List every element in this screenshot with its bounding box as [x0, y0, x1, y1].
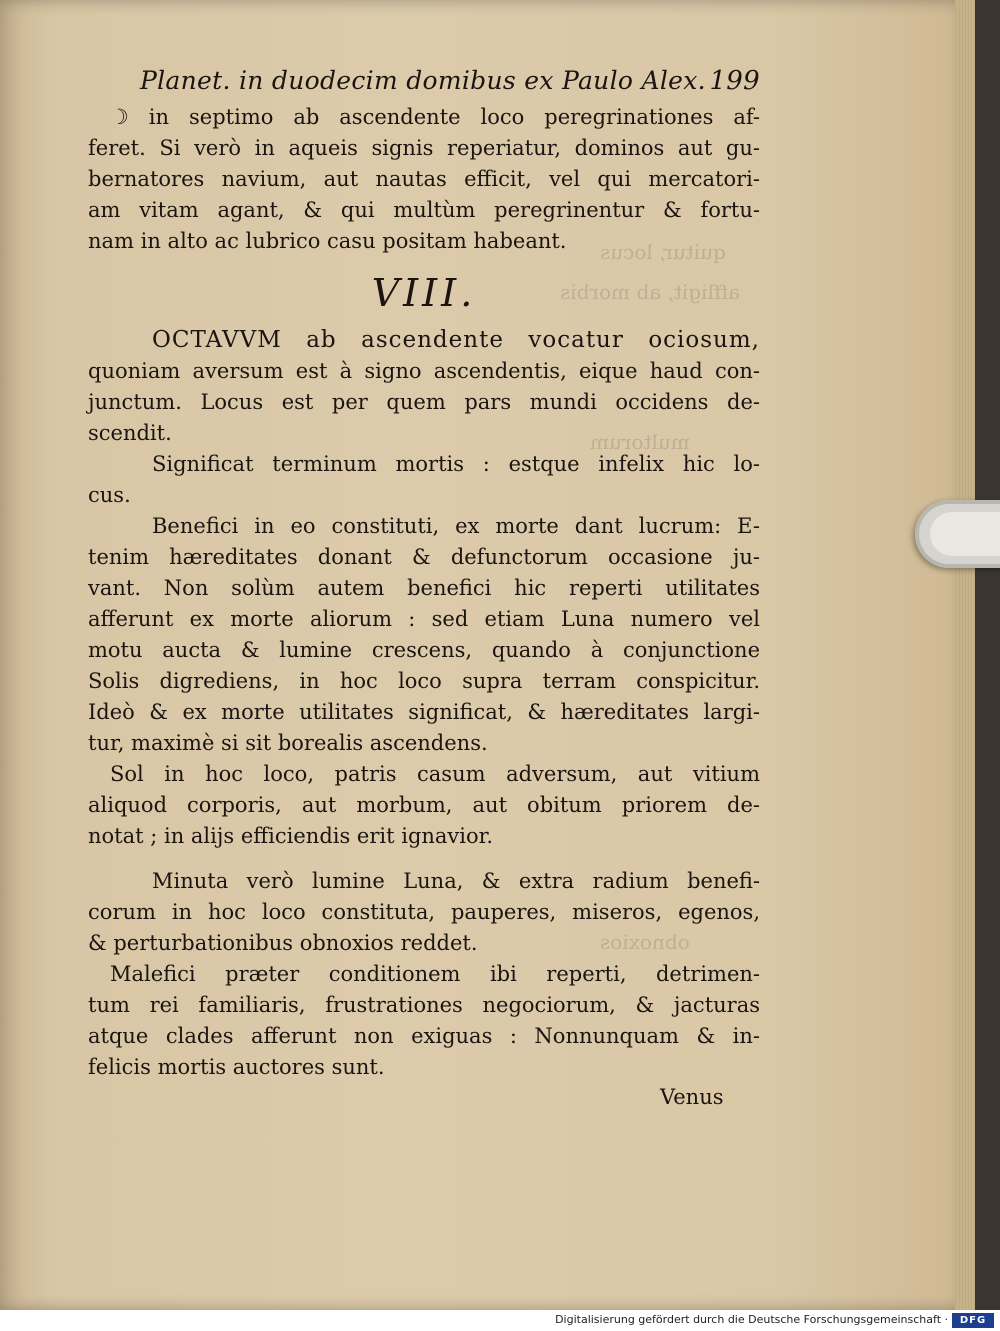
funding-credit: Digitalisierung gefördert durch die Deutsche Forschungsgemeinschaft · — [555, 1313, 948, 1326]
text-line: afferunt ex morte aliorum : sed etiam Luna numero vel — [88, 607, 760, 631]
text-line: felicis mortis auctores sunt. — [88, 1055, 385, 1079]
text-line: junctum. Locus est per quem pars mundi occidens de- — [88, 390, 760, 414]
text-line: aliquod corporis, aut morbum, aut obitum priorem de- — [88, 793, 760, 817]
text-line: feret. Si verò in aqueis signis reperiatur, dominos aut gu- — [88, 136, 760, 160]
text-line: Malefici præter conditionem ibi reperti, detrimen- — [110, 962, 760, 986]
page-edges — [955, 0, 975, 1310]
show-through-text: quitur, locus — [600, 240, 726, 264]
text-line: ☽ in septimo ab ascendente loco peregrinationes af- — [110, 105, 760, 129]
show-through-text: affligit, ab morbis — [560, 280, 740, 304]
text-line: am vitam agant, & qui multùm peregrinentur & fortu- — [88, 198, 760, 222]
text-line: OCTAVVM ab ascendente vocatur ociosum, — [152, 327, 760, 353]
text-line: tenim hæreditates donant & defunctorum occasione ju- — [88, 545, 760, 569]
section-heading: VIII. — [371, 271, 477, 315]
text-line: cus. — [88, 483, 131, 507]
text-line: Benefici in eo constituti, ex morte dant lucrum: E- — [152, 514, 760, 538]
paragraph-7 — [88, 959, 760, 1083]
paragraph-1 — [88, 102, 760, 257]
text-line: Significat terminum mortis : estque infelix hic lo- — [152, 452, 760, 476]
page-text — [88, 66, 760, 1083]
text-line: Solis digrediens, in hoc loco supra terram conspicitur. — [88, 669, 760, 693]
paragraph-4 — [88, 511, 760, 759]
text-line: corum in hoc loco constituta, pauperes, miseros, egenos, — [88, 900, 760, 924]
text-line: scendit. — [88, 421, 172, 445]
text-line: atque clades afferunt non exiguas : Nonnunquam & in- — [88, 1024, 760, 1048]
page-clip-inner — [930, 512, 1000, 556]
paragraph-3 — [88, 449, 760, 511]
text-line: Sol in hoc loco, patris casum adversum, aut vitium — [110, 762, 760, 786]
text-line: bernatores navium, aut nautas efficit, vel qui mercatori- — [88, 167, 760, 191]
text-line: tur, maximè si sit borealis ascendens. — [88, 731, 488, 755]
text-line: motu aucta & lumine crescens, quando à conjunctione — [88, 638, 760, 662]
paragraph-2 — [88, 325, 760, 449]
show-through-text: multorum — [590, 430, 690, 454]
running-header — [140, 66, 760, 96]
text-line: notat ; in alijs efficiendis erit ignavior. — [88, 824, 494, 848]
text-line: quoniam aversum est à signo ascendentis, eique haud con- — [88, 359, 760, 383]
page-number: 199 — [709, 66, 760, 96]
dfg-logo[interactable]: DFG — [952, 1313, 994, 1328]
paragraph-6 — [88, 866, 760, 959]
paragraph-gap — [88, 852, 760, 866]
text-line: Minuta verò lumine Luna, & extra radium benefi- — [152, 869, 760, 893]
running-title: Planet. in duodecim domibus ex Paulo Alex. — [140, 66, 706, 95]
text-line: tum rei familiaris, frustrationes negociorum, & jacturas — [88, 993, 760, 1017]
show-through-text: obnoxios — [600, 930, 690, 954]
catchword: Venus — [660, 1085, 724, 1109]
text-line: nam in alto ac lubrico casu positam habeant. — [88, 229, 567, 253]
text-line: & perturbationibus obnoxios reddet. — [88, 931, 478, 955]
footer-bar — [0, 1310, 1000, 1331]
text-line: Ideò & ex morte utilitates significat, & hæreditates largi- — [88, 700, 760, 724]
paragraph-5 — [88, 759, 760, 852]
text-line: vant. Non solùm autem benefici hic reperti utilitates — [88, 576, 760, 600]
